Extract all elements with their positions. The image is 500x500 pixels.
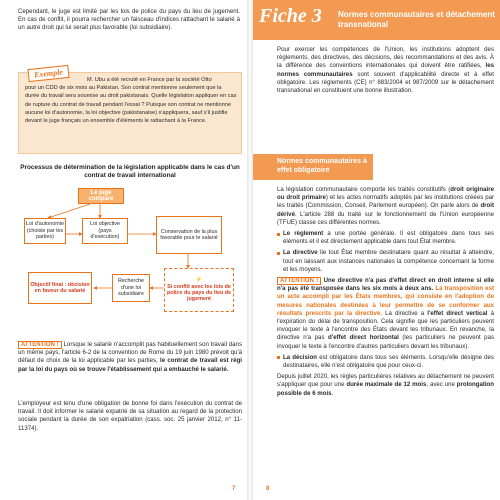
final-b: durée maximale de 12 mois [346,381,427,389]
legislation-paragraph [277,186,494,227]
attention-c: La directive a [385,309,425,317]
tail-reference: cass. soc. 25 janvier 2012, n° 11-11374 [18,416,242,432]
final-d: prolongation possible de 6 mois [277,381,494,397]
attention-d: l'effet direct vertical [427,309,488,317]
bullet-reglement [277,230,494,246]
example-text: pour un CDD de six mois au Pakistan. Son contrat mentionne seulement que la durée du travail sera soumise au droit pakistanais. Quelle législation appliquer en cas de rupture du contrat de travail pendant l'essai ? Puisque son contrat ne mentionne aucune loi d'autonomie, la loi objective (pakistanaise) s'appliquera, sauf s'il justifie devant le juge français un ensemble d'éléments le rattachant à la France. [25,85,237,125]
right-intro-paragraph [277,46,494,95]
fiche-title: Normes communautaires et détachement transnational [338,10,495,29]
node-final-goal: Objectif final : décision en faveur du salarié [28,272,92,304]
attention-g: (les particuliers ne peuvent pas invoquer le texte à l'encontre d'autres particuliers devant les tribunaux). [277,334,495,350]
body1-b: droit originaire ou droit primaire [277,186,494,202]
final-e: . [331,389,334,397]
left-attention-paragraph [18,341,242,374]
reglement-label: Le règlement [283,230,324,238]
fiche-header-band [253,0,500,40]
lightning-icon: ⚡ [195,277,203,284]
attention-tag-right: ATTENTION ! [277,277,321,285]
node-autonomy-law: Loi d'autonomie (choisie par les parties) [24,218,66,244]
bullet-directive [277,249,494,274]
body1-e: . L'article 288 du traité sur le fonctionnement de l'Union européenne (TFUE) classe ces différentes normes. [277,210,494,226]
node-conflict [164,268,234,312]
final-a: Depuis juillet 2020, les règles particulières relatives au détachement ne peuvent s'appliquer que pour une [277,373,494,389]
final-c: , avec une [426,381,455,389]
directive-text: lie tout État membre destinataire quant au résultat à atteindre, tout en laissant aux instances nationales la compétence concernant la forme et les moyens. [283,249,494,273]
directive-label: La directive [283,249,318,257]
intro-c: sont souvent d'applicabilité directe et à effet obligatoire. Les règlements (CE) n° 883/2004 et 987/2009 sur le détachement transnational en constituent une bonne illustration. [277,70,494,95]
reglement-text: a une portée générale. Il est obligatoire dans tous ses éléments et il est directement applicable dans tout État membre. [283,230,494,246]
left-tail-paragraph [18,400,242,433]
diagram-title: Processus de détermination de la législation applicable dans le cas d'un contrat de travail international [20,164,240,179]
node-keep-favorable: Conservation de la plus favorable pour le salarié [156,216,222,254]
body1-c: ) et les actes normatifs adoptés par les institutions créées par les traités (Commission, Conseil, Parlement européen). On parle alors de [277,194,494,210]
process-diagram [18,160,242,330]
right-body [277,186,494,398]
attention-b: La transposition est un acte accompli par les États membres, qui consiste en l'adoption de mesures nationales destinées à leur permettre de se conformer aux résultats prescrits par la directive. [277,285,494,317]
decision-text: est obligatoire dans tous ses éléments. Lorsqu'elle désigne des destinataires, elle n'est obligatoire que pour ceux-ci. [283,353,494,370]
fiche-label: Fiche 3 [259,5,322,27]
body1-a: La législation communautaire comporte les traités constitutifs ( [277,186,451,193]
left-page [0,0,247,500]
node-conflict-text: Si conflit avec les lois de police du pays du lieu de jugement [166,283,232,303]
example-first-line: M. Ubu a été recruté en France par la société Otto [87,77,212,83]
attention-a: Une directive n'a pas d'effet direct en droit interne si elle n'a pas été transposée dans les six mois à deux ans. [277,277,494,293]
page-number-right: 8 [266,486,270,492]
body1-d: droit dérivé [277,202,494,218]
bullet-decision [277,354,494,370]
final-paragraph [277,373,494,398]
intro-a: Pour exercer les compétences de l'Union, les institutions adoptent des règlements, des directives, des décisions, des recommandations et des avis. À la différence des conventions internationales qui doivent être ratifiées, [277,46,494,70]
intro-b: les normes communautaires [277,62,494,78]
section-heading: Normes communautaires à effet obligatoire [253,154,373,180]
node-objective-law: Loi objective (pays d'exécution) [82,218,128,244]
arrow-judge-autonomy [48,204,90,218]
attention-tag: ATTENTION ! [18,341,62,349]
attention-text-a: Lorsque le salarié n'accomplit pas habituellement son travail dans un même pays, l'article 6-2 de la convention de Rome du 19 juin 1980 prévoit qu'à défaut de choix de la loi applicable par les parties, [18,341,242,365]
node-judge: Le juge compare [78,188,124,204]
example-tag: Exemple [27,65,69,82]
attention-f: d'effet direct horizontal [328,334,399,342]
left-intro-paragraph: Cependant, le juge est limité par les lois de police du pays du lieu de jugement. En cas de conflit, il pourra rechercher un faisceau d'indices rattachant le salarié à un autre droit qui lui serait plus favorable (loi subsidiaire). [18,8,240,32]
decision-label: La décision [283,353,318,361]
example-box [18,72,242,154]
tail-end: ). [34,424,39,432]
attention-text-b: le contrat de travail est régi par la loi du pays où se trouve l'établissement qui a embauché le salarié. [18,357,243,373]
page-number-left: 7 [232,486,236,492]
tail-text: L'employeur est tenu d'une obligation de bonne foi dans l'exécution du contrat de travail. Il doit informer le salarié expatrié de sa situation au regard de la protection sociale pendant la durée de son expatriation ( [18,400,242,424]
right-page [253,0,500,500]
right-attention-paragraph [277,277,494,351]
attention-e: à l'expiration du délai de transposition. Cela signifie que les particuliers peuvent invoquer le texte à l'encontre des États devant les tribunaux. En revanche, la directive n'a pas [277,309,494,342]
node-subsidiary-search: Recherche d'une loi subsidiaire [112,274,150,302]
